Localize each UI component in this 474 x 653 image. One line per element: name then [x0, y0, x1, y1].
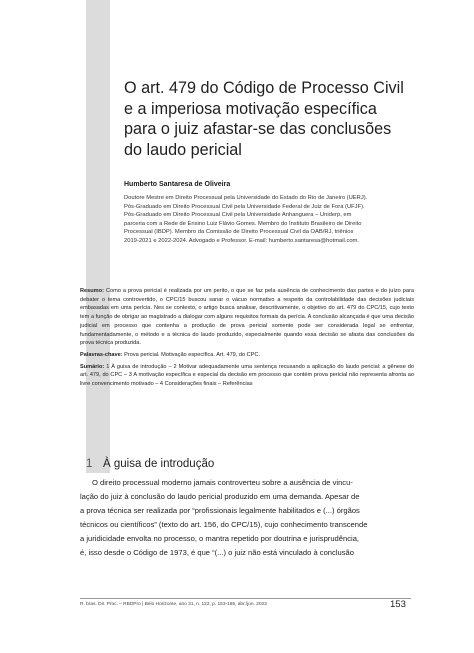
abstract-text: Como a prova pericial é realizada por um perito, o que se faz pela ausência de conhecimento das partes e do juízo para debater o tema controvertido, o CPC/15 buscou sanar o vácuo normativo a respeito da controlabilidade das decisões judiciais embasadas em uma perícia. Nes se contexto, o artigo busca analisar, descritivamente, o objetivo do art. 479 do CPC/15, cujo texto tem a função de obrigar ao magistrado a dialogar com alguns requisitos formais da perícia. A conclusão alcançada é que uma decisão judicial em processo que contenha a produção de prova pericial somente pode ser considerada legal se enfrentar, fundamentadamente, o método e a técnica do laudo produzido, especialmente quando essa decisão se afasta das conclusões da prova técnica produzida.: [80, 288, 414, 347]
keywords-paragraph: [80, 351, 414, 360]
title-line: do laudo pericial: [124, 140, 242, 159]
bio-line: Processual (IBDP). Membro da Comissão de Direito Processual Civil da OAB/RJ, triênios: [124, 229, 354, 236]
bio-line: Pós-Graduado em Direito Processual Civil pela Universidade Federal de Juiz de Fora (UFJF).: [124, 203, 365, 210]
body-line: lação do juiz à conclusão do laudo pericial produzido em uma demanda. Apesar de: [80, 491, 360, 501]
article-title: [124, 78, 444, 160]
body-line: técnicos ou científicos” (texto do art. 156, do CPC/15), cujo conhecimento transcende: [80, 519, 368, 529]
summary-paragraph: [80, 363, 414, 389]
bio-line: Pós-Graduado em Direito Processual Civil pela Universidade Anhanguera – Uniderp, em: [124, 212, 352, 219]
page-number: 153: [390, 599, 406, 610]
title-line: para o juiz afastar-se das conclusões: [124, 120, 392, 138]
abstract-paragraph: [80, 287, 414, 348]
keywords-label: Palavras-chave:: [80, 351, 123, 358]
body-line: O direito processual moderno jamais controverteu sobre a ausência de vincu-: [92, 478, 353, 487]
body-line: a prova técnica ser realizada por “profissionais legalmente habilitados e (...) órgãos: [80, 505, 360, 515]
footer-citation: R. bras. Dir. Proc. – RBDPro | Belo Horizonte, ano 31, n. 122, p. 153-165, abr./jun. 2023: [80, 602, 267, 607]
title-line: O art. 479 do Código de Processo Civil: [124, 79, 404, 97]
abstract-section: [80, 287, 414, 392]
body-line: a juridicidade envolta no processo, o mantra repetido por doutrina e jurisprudência,: [80, 533, 360, 543]
decorative-side-bar: [86, 0, 110, 473]
body-text: [80, 476, 414, 559]
bio-line: Doutore Mestre em Direito Processual pela Universidade do Estado do Rio de Janeiro (UERJ).: [124, 195, 368, 201]
footer-divider: [80, 598, 411, 599]
author-bio: [124, 194, 414, 246]
section-title: À guisa de introdução: [103, 458, 215, 470]
section-number: 1: [86, 458, 93, 470]
bio-line: parceria com a Rede de Ensino Luiz Flávio Gomes. Membro do Instituto Brasileiro de Direito: [124, 220, 362, 227]
keywords-text: Prova pericial. Motivação específica. Art. 479, do CPC.: [124, 351, 261, 358]
abstract-label: Resumo:: [80, 288, 104, 294]
title-line: e a imperiosa motivação específica: [124, 99, 377, 118]
summary-text: 1 À guisa de introdução – 2 Motivar adequadamente uma sentença recusando a aplicação do laudo pericial: a gênese do art. 479, do CPC – 3 A motivação específica e especial da decisão em processo que contém prova pericial não representa afronta ao livre convencimento motivado – 4 Considerações finais – Referências: [80, 363, 414, 388]
author-name: Humberto Santaresa de Oliveira: [124, 181, 231, 188]
body-line: é, isso desde o Código de 1973, é que “(...) o juiz não está vinculado à conclusão: [80, 547, 354, 557]
bio-line: 2019-2021 e 2022-2024. Advogado e Professor. E-mail: humberto.santaresa@hotmail.com.: [124, 237, 360, 244]
summary-label: Sumário:: [80, 363, 105, 370]
